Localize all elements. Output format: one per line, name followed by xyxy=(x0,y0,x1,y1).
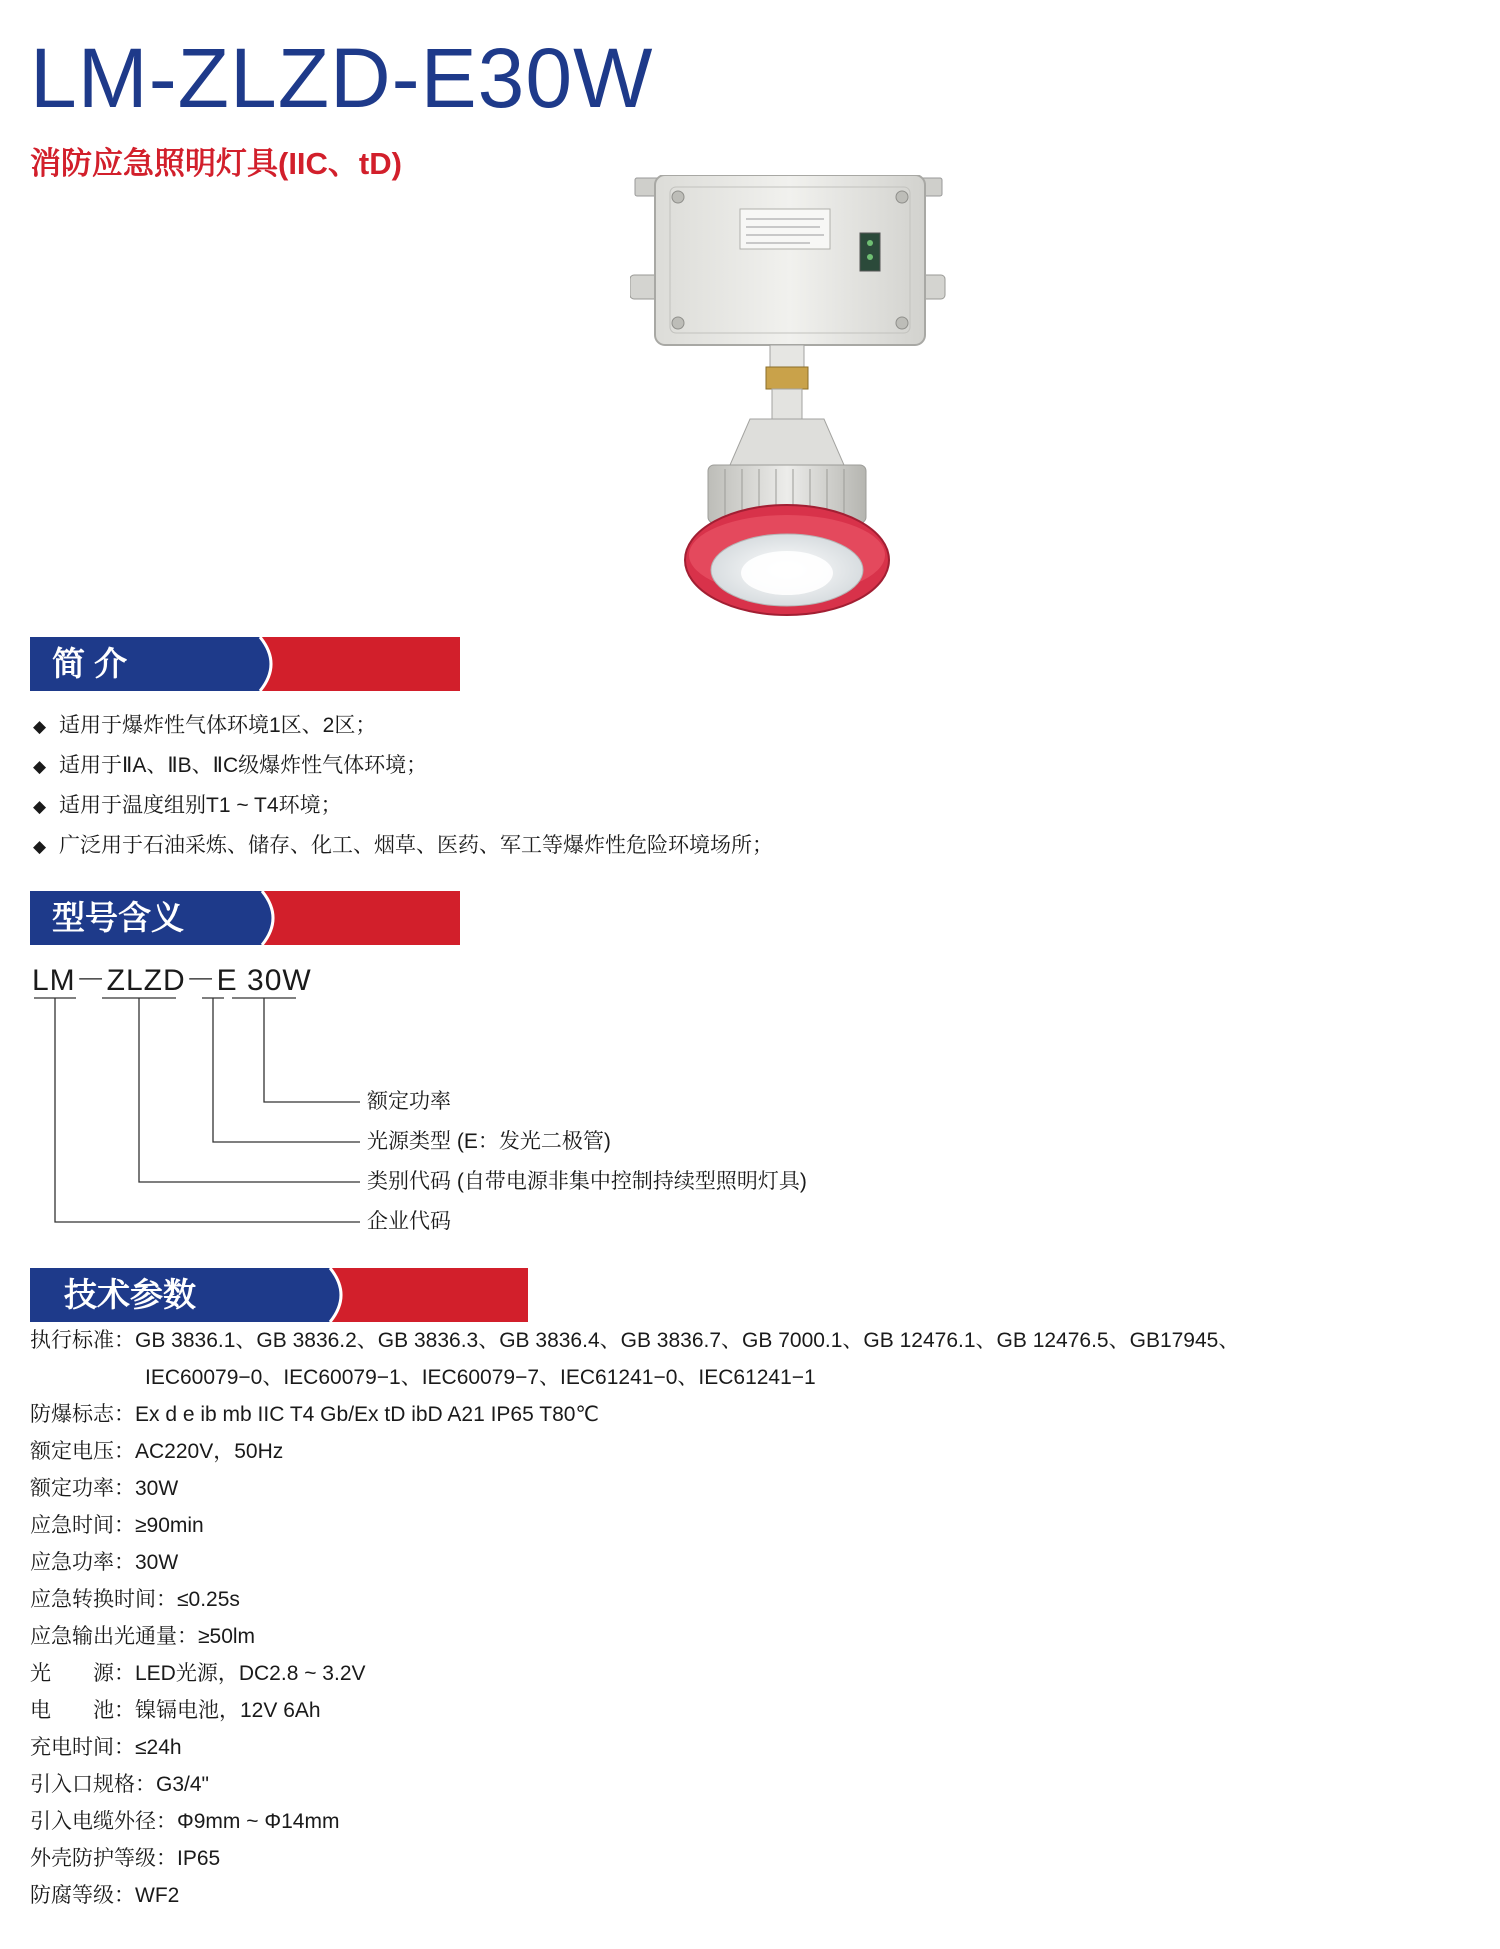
spec-row-emergency-power xyxy=(30,1544,1239,1581)
spec-row-battery xyxy=(30,1692,1239,1729)
spec-row-standard-cont xyxy=(30,1359,1239,1396)
spec-value: 30W xyxy=(135,1551,179,1574)
model-code: LM－ZLZD－E 30W xyxy=(32,964,312,997)
list-item: ◆ 适用于ⅡA、ⅡB、ⅡC级爆炸性气体环境； xyxy=(33,746,773,786)
model-meaning-company: 企业代码 xyxy=(367,1210,451,1233)
spec-label: 外壳防护等级： xyxy=(30,1847,177,1870)
spec-label: 执行标准： xyxy=(30,1329,135,1352)
spec-value: ≤24h xyxy=(135,1736,182,1759)
spec-row-anticorrosion xyxy=(30,1877,1239,1914)
spec-value: AC220V，50Hz xyxy=(135,1440,284,1463)
section-title-model: 型号含义 xyxy=(52,899,184,936)
model-diagram-lines xyxy=(0,990,380,1230)
model-meaning-category: 类别代码 (自带电源非集中控制持续型照明灯具) xyxy=(367,1170,807,1193)
section-title-intro: 简 介 xyxy=(52,645,128,682)
spec-value: 镍镉电池，12V 6Ah xyxy=(135,1699,321,1722)
spec-row-cable xyxy=(30,1803,1239,1840)
spec-label: 引入电缆外径： xyxy=(30,1810,177,1833)
spec-label: 应急输出光通量： xyxy=(30,1625,198,1648)
list-item: ◆ 适用于温度组别T1 ~ T4环境； xyxy=(33,786,773,826)
section-header-tech xyxy=(30,1268,528,1322)
spec-value: G3/4" xyxy=(156,1773,209,1796)
spec-row-emergency-time xyxy=(30,1507,1239,1544)
spec-row-luminous-flux xyxy=(30,1618,1239,1655)
diamond-bullet-icon: ◆ xyxy=(33,797,47,816)
spec-label: 应急功率： xyxy=(30,1551,135,1574)
spec-row-voltage xyxy=(30,1433,1239,1470)
spec-label: 光 源： xyxy=(30,1662,135,1685)
section-header-model xyxy=(30,891,460,945)
spec-row-light-source xyxy=(30,1655,1239,1692)
spec-value: ≤0.25s xyxy=(177,1588,240,1611)
diamond-bullet-icon: ◆ xyxy=(33,757,47,776)
spec-value: ≥50lm xyxy=(198,1625,256,1648)
page-title: LM-ZLZD-E30W xyxy=(30,31,654,125)
spec-row-power xyxy=(30,1470,1239,1507)
section-header-intro xyxy=(30,637,460,691)
spec-label: 防爆标志： xyxy=(30,1403,135,1426)
list-item: ◆ 广泛用于石油采炼、储存、化工、烟草、医药、军工等爆炸性危险环境场所； xyxy=(33,826,773,866)
intro-bullet-list xyxy=(33,706,773,866)
spec-label: 防腐等级： xyxy=(30,1884,135,1907)
model-meaning-power: 额定功率 xyxy=(367,1090,451,1113)
spec-list xyxy=(30,1322,1239,1914)
spec-row-standard xyxy=(30,1322,1239,1359)
model-meaning-light-source: 光源类型 (E：发光二极管) xyxy=(367,1130,611,1153)
spec-value: 30W xyxy=(135,1477,179,1500)
spec-value: GB 3836.1、GB 3836.2、GB 3836.3、GB 3836.4、GB 3836.7、GB 7000.1、GB 12476.1、GB 12476.5、GB17945、 xyxy=(135,1329,1240,1352)
spec-value: IEC60079−0、IEC60079−1、IEC60079−7、IEC61241−0、IEC61241−1 xyxy=(145,1366,816,1389)
spec-label: 额定电压： xyxy=(30,1440,135,1463)
spec-value: IP65 xyxy=(177,1847,221,1870)
spec-row-charge-time xyxy=(30,1729,1239,1766)
spec-value: Ex d e ib mb IIC T4 Gb/Ex tD ibD A21 IP65 T80℃ xyxy=(135,1403,600,1426)
spec-row-switch-time xyxy=(30,1581,1239,1618)
spec-label: 应急时间： xyxy=(30,1514,135,1537)
spec-label: 额定功率： xyxy=(30,1477,135,1500)
page-subtitle: 消防应急照明灯具(IIC、tD) xyxy=(30,146,402,181)
spec-value: Φ9mm ~ Φ14mm xyxy=(177,1810,340,1833)
diamond-bullet-icon: ◆ xyxy=(33,717,47,736)
spec-value: WF2 xyxy=(135,1884,180,1907)
spec-row-ip xyxy=(30,1840,1239,1877)
spec-label: 电 池： xyxy=(30,1699,135,1722)
spec-value: LED光源，DC2.8 ~ 3.2V xyxy=(135,1662,366,1685)
spec-row-inlet xyxy=(30,1766,1239,1803)
spec-row-ex-mark xyxy=(30,1396,1239,1433)
product-image xyxy=(630,175,950,635)
spec-label: 引入口规格： xyxy=(30,1773,156,1796)
spec-label: 应急转换时间： xyxy=(30,1588,177,1611)
spec-label: 充电时间： xyxy=(30,1736,135,1759)
spec-value: ≥90min xyxy=(135,1514,204,1537)
section-title-tech: 技术参数 xyxy=(64,1276,196,1313)
list-item: ◆ 适用于爆炸性气体环境1区、2区； xyxy=(33,706,773,746)
diamond-bullet-icon: ◆ xyxy=(33,837,47,856)
